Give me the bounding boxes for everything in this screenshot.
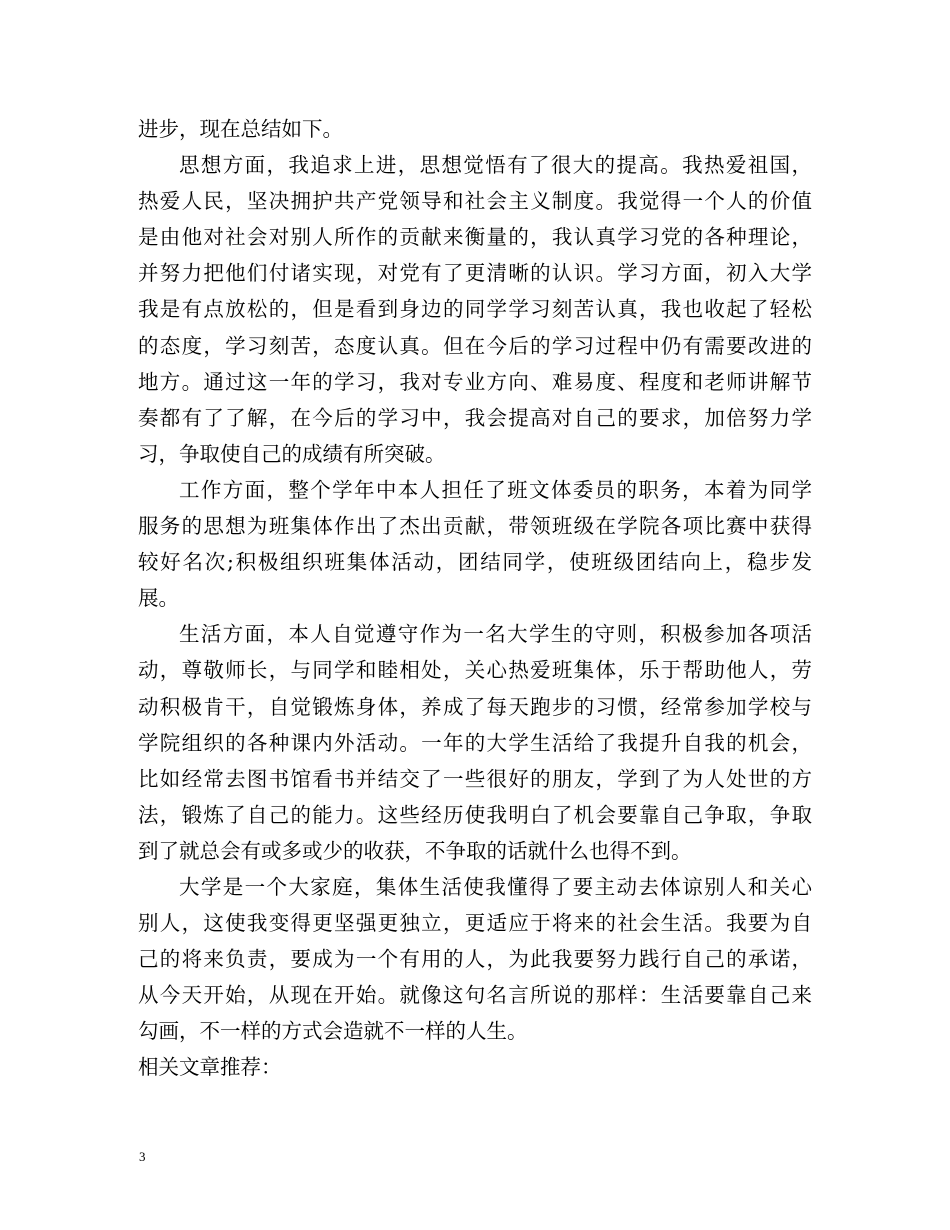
text-line: 别人，这使我变得更坚强更独立，更适应于将来的社会生活。我要为自 [138,911,812,936]
text-line: 展。 [138,586,179,611]
text-line: 动积极肯干，自觉锻炼身体，养成了每天跑步的习惯，经常参加学校与 [138,694,812,719]
text-line: 从今天开始，从现在开始。就像这句名言所说的那样：生活要靠自己来 [138,983,812,1008]
text-line: 地方。通过这一年的学习，我对专业方向、难易度、程度和老师讲解节 [138,369,812,394]
text-line: 比如经常去图书馆看书并结交了一些很好的朋友，学到了为人处世的方 [138,766,812,791]
text-line: 动，尊敬师长，与同学和睦相处，关心热爱班集体，乐于帮助他人，劳 [138,658,812,683]
text-line: 到了就总会有或多或少的收获，不争取的话就什么也得不到。 [138,838,692,863]
text-line: 相关文章推荐： [138,1055,282,1080]
text-line: 法，锻炼了自己的能力。这些经历使我明白了机会要靠自己争取，争取 [138,802,812,827]
text-line: 并努力把他们付诸实现，对党有了更清晰的认识。学习方面，初入大学 [138,261,812,286]
text-line: 的态度，学习刻苦，态度认真。但在今后的学习过程中仍有需要改进的 [138,333,812,358]
text-line: 习，争取使自己的成绩有所突破。 [138,441,446,466]
text-line: 工作方面，整个学年中本人担任了班文体委员的职务，本着为同学 [179,477,812,502]
text-line: 进步，现在总结如下。 [138,117,343,141]
text-line: 奏都有了了解，在今后的学习中，我会提高对自己的要求，加倍努力学 [138,405,812,430]
text-line: 生活方面，本人自觉遵守作为一名大学生的守则，积极参加各项活 [179,622,812,647]
text-line: 勾画，不一样的方式会造就不一样的人生。 [138,1019,528,1044]
body-text [138,111,812,1086]
text-line: 是由他对社会对别人所作的贡献来衡量的，我认真学习党的各种理论， [138,225,812,250]
page-number: 3 [139,1149,146,1164]
text-line: 己的将来负责，要成为一个有用的人，为此我要努力践行自己的承诺， [138,947,812,972]
text-line: 热爱人民，坚决拥护共产党领导和社会主义制度。我觉得一个人的价值 [138,189,812,214]
text-line: 学院组织的各种课内外活动。一年的大学生活给了我提升自我的机会， [138,730,812,755]
text-line: 我是有点放松的，但是看到身边的同学学习刻苦认真，我也收起了轻松 [138,297,812,322]
text-line: 服务的思想为班集体作出了杰出贡献，带领班级在学院各项比赛中获得 [138,514,812,539]
text-line: 较好名次;积极组织班集体活动，团结同学，使班级团结向上，稳步发 [138,550,812,575]
text-line: 思想方面，我追求上进，思想觉悟有了很大的提高。我热爱祖国， [179,153,812,178]
text-line: 大学是一个大家庭，集体生活使我懂得了要主动去体谅别人和关心 [179,874,812,899]
